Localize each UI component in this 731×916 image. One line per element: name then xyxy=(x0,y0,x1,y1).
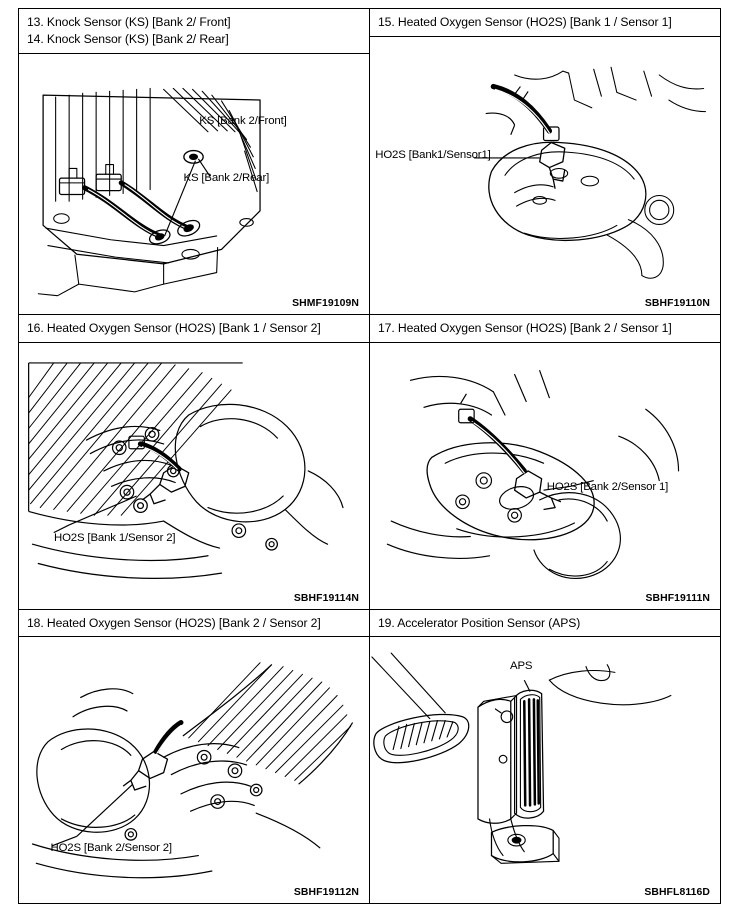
figure-code-sbhfl8116d: SBHFL8116D xyxy=(644,887,710,898)
figure-code-sbhf19111n: SBHF19111N xyxy=(645,592,710,604)
cell-header-ho2s-b2s2 xyxy=(19,610,369,638)
cell-header-aps xyxy=(370,610,720,638)
header-line: 13. Knock Sensor (KS) [Bank 2/ Front] xyxy=(27,15,231,29)
ho2s-b1s1-illustration xyxy=(370,37,720,315)
figure-code-shmf19109n: SHMF19109N xyxy=(292,298,359,310)
cell-ho2s-bank2-sensor2 xyxy=(19,609,370,903)
callout-ks-bank2-front: KS [Bank 2/Front] xyxy=(199,114,287,127)
cell-accelerator-position-sensor xyxy=(370,609,721,903)
figure-code-sbhf19112n: SBHF19112N xyxy=(293,887,359,898)
figure-accelerator-pedal xyxy=(370,637,720,903)
grid-row-3 xyxy=(19,609,721,903)
cell-header-ho2s-b1s1 xyxy=(370,9,720,37)
grid-row-1 xyxy=(19,9,721,315)
callout-ks-bank2-rear: KS [Bank 2/Rear] xyxy=(183,172,270,185)
aps-illustration xyxy=(370,637,720,903)
header-line: 18. Heated Oxygen Sensor (HO2S) [Bank 2 / Sensor 2] xyxy=(27,615,321,630)
callout-aps: APS xyxy=(510,660,533,673)
cell-knock-sensors xyxy=(19,9,370,315)
header-line: 15. Heated Oxygen Sensor (HO2S) [Bank 1 / Sensor 1] xyxy=(378,15,672,29)
header-line: 16. Heated Oxygen Sensor (HO2S) [Bank 1 / Sensor 2] xyxy=(27,321,321,336)
figure-code-sbhf19114n: SBHF19114N xyxy=(293,592,359,604)
figure-code-sbhf19110n: SBHF19110N xyxy=(644,298,710,310)
figure-knock-sensors xyxy=(19,54,369,315)
callout-ho2s-bank1-sensor1: HO2S [Bank1/Sensor1] xyxy=(375,149,491,162)
ho2s-b2s2-illustration xyxy=(19,637,369,903)
cell-ho2s-bank1-sensor2 xyxy=(19,315,370,609)
figure-ho2s-bank2-sensor1 xyxy=(370,343,720,609)
cell-ho2s-bank2-sensor1 xyxy=(370,315,721,609)
figure-ho2s-bank1-sensor2 xyxy=(19,343,369,609)
callout-ho2s-bank2-sensor1: HO2S [Bank 2/Sensor 1] xyxy=(546,481,669,494)
callout-ho2s-bank2-sensor2: HO2S [Bank 2/Sensor 2] xyxy=(50,841,172,854)
header-line: 19. Accelerator Position Sensor (APS) xyxy=(378,615,581,630)
cell-ho2s-bank1-sensor1 xyxy=(370,9,721,315)
illustration-grid xyxy=(18,8,721,904)
ho2s-b2s1-illustration xyxy=(370,343,720,609)
header-line: 17. Heated Oxygen Sensor (HO2S) [Bank 2 / Sensor 1] xyxy=(378,321,672,336)
cell-header-ho2s-b1s2 xyxy=(19,315,369,343)
callout-ho2s-bank1-sensor2: HO2S [Bank 1/Sensor 2] xyxy=(54,531,176,544)
grid-row-2 xyxy=(19,315,721,609)
figure-ho2s-bank2-sensor2 xyxy=(19,637,369,903)
cell-header-knock-sensors xyxy=(19,9,369,54)
figure-ho2s-bank1-sensor1 xyxy=(370,37,720,315)
ho2s-b1s2-illustration xyxy=(19,343,369,609)
header-line: 14. Knock Sensor (KS) [Bank 2/ Rear] xyxy=(27,31,229,46)
cell-header-ho2s-b2s1 xyxy=(370,315,720,343)
